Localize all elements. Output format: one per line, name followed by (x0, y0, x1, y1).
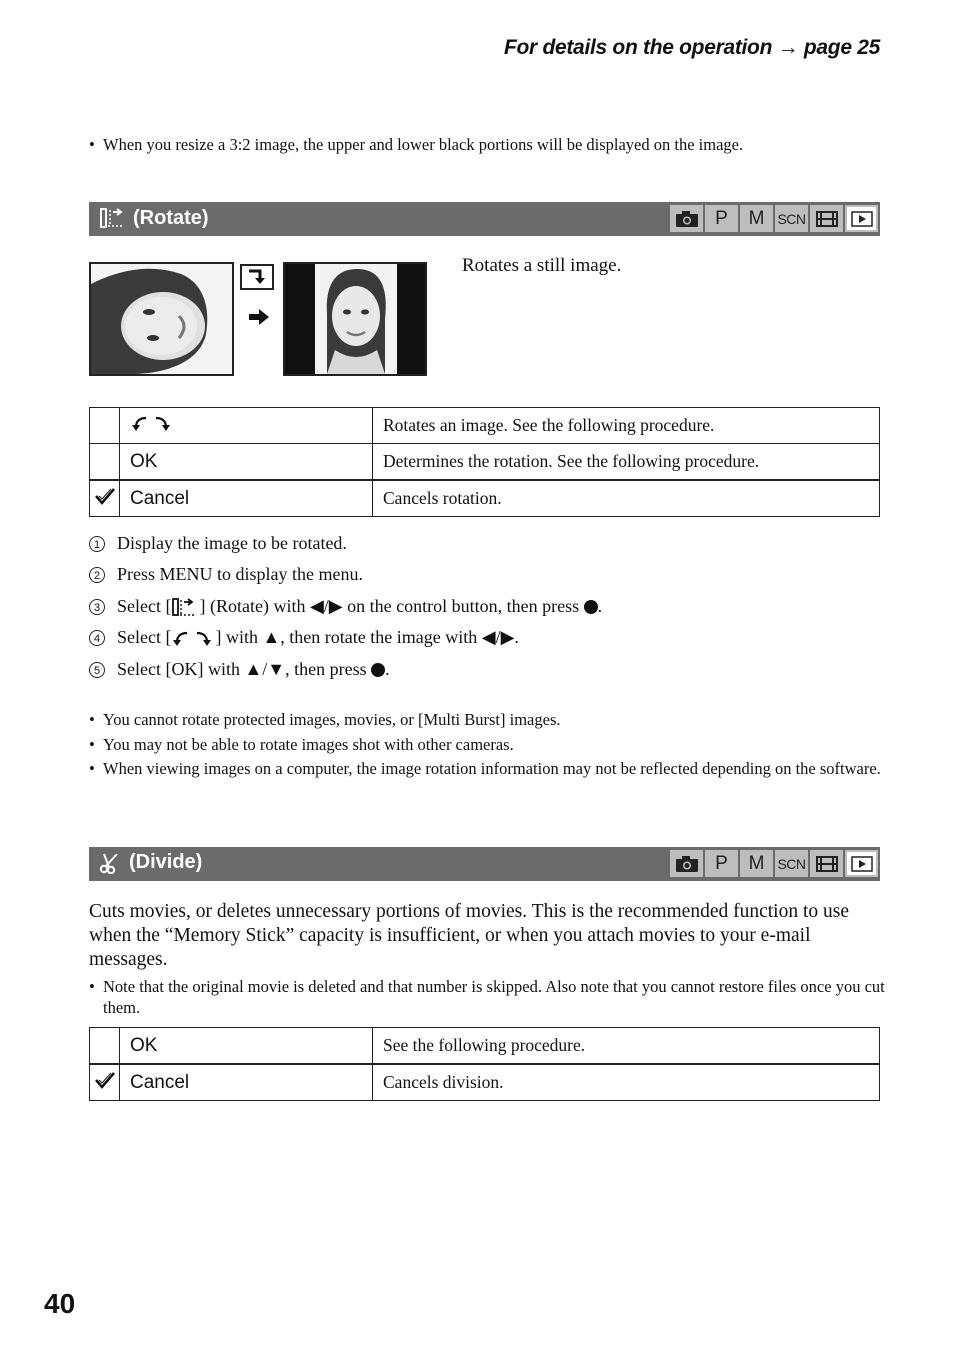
camera-mode-icon (670, 850, 703, 877)
divide-section-bar (89, 847, 880, 881)
rotate-title-text: (Rotate) (133, 206, 209, 229)
table-row[interactable] (90, 1028, 880, 1065)
option-description: See the following procedure. (373, 1028, 880, 1065)
p-mode-icon: P (705, 205, 738, 232)
option-description: Cancels division. (373, 1064, 880, 1101)
option-name: OK (120, 444, 373, 481)
m-mode-icon: M (740, 205, 773, 232)
step-text: Select [OK] with ▲/▼, then press (117, 659, 367, 679)
check-cell (90, 1064, 120, 1101)
option-description: Rotates an image. See the following procedure. (373, 408, 880, 444)
scn-mode-icon: SCN (775, 205, 808, 232)
step-number-icon: 4 (89, 630, 105, 646)
m-mode-icon: M (740, 850, 773, 877)
step-5 (89, 659, 390, 680)
option-name: OK (120, 1028, 373, 1065)
step-text: ] with ▲, then rotate the image with ◀/▶. (215, 627, 519, 647)
playback-mode-icon (845, 850, 878, 877)
scissors-icon (99, 852, 121, 874)
option-name: Cancel (120, 1064, 373, 1101)
rotate-section-title (99, 206, 209, 230)
step-text: . (597, 596, 603, 616)
rotate-menu-icon (99, 206, 125, 230)
arrow-right-icon (248, 308, 270, 331)
page-number: 40 (44, 1288, 76, 1319)
step-3 (89, 596, 602, 617)
default-check-icon (94, 1070, 116, 1090)
camera-mode-icon (670, 205, 703, 232)
sideways-photo (89, 262, 234, 376)
mode-icons-rotate (670, 205, 878, 232)
table-row[interactable] (90, 408, 880, 444)
p-mode-icon: P (705, 850, 738, 877)
table-row[interactable] (90, 1064, 880, 1101)
movie-mode-icon (810, 850, 843, 877)
divide-description: Cuts movies, or deletes unnecessary portions of movies. This is the recommended function to use when the “Memory Stick” capacity is insufficient, or when you attach movies to your e-mail messages. (89, 901, 849, 970)
step-text: Press MENU to display the menu. (117, 564, 363, 584)
divide-title-text: (Divide) (129, 851, 203, 873)
check-cell (90, 480, 120, 517)
option-description: Determines the rotation. See the following procedure. (373, 444, 880, 481)
page-reference: For details on the operation → page 25 (504, 36, 880, 59)
divide-section-title (99, 851, 202, 874)
upright-photo (283, 262, 427, 376)
rotate-section-bar (89, 202, 880, 236)
step-number-icon: 2 (89, 567, 105, 583)
step-text: Select [ (117, 627, 172, 647)
option-name: Cancel (120, 480, 373, 517)
check-cell (90, 444, 120, 481)
step-4 (89, 627, 519, 648)
step-text: ] (Rotate) with ◀/▶ on the control button, then press (199, 596, 580, 616)
step-text: Select [ (117, 596, 172, 616)
option-description: Cancels rotation. (373, 480, 880, 517)
option-name (120, 408, 373, 444)
rotate-menu-icon (172, 597, 198, 617)
playback-mode-icon (845, 205, 878, 232)
step-number-icon: 1 (89, 536, 105, 552)
rotate-arrows-icon (171, 628, 215, 648)
center-button-icon (371, 663, 385, 677)
default-check-icon (94, 486, 116, 506)
rotate-note: • When viewing images on a computer, the image rotation information may not be reflected depending on the software. (89, 758, 893, 779)
scn-mode-icon: SCN (775, 850, 808, 877)
step-text: . (385, 659, 390, 679)
table-row[interactable] (90, 444, 880, 481)
rotate-clockwise-icon (240, 264, 274, 290)
rotate-description: Rotates a still image. (462, 255, 622, 276)
step-number-icon: 3 (89, 599, 105, 615)
movie-mode-icon (810, 205, 843, 232)
step-1 (89, 533, 347, 554)
rotate-options-table (89, 407, 880, 517)
divide-options-table (89, 1027, 880, 1101)
rotate-arrows-icon (130, 413, 174, 433)
table-row[interactable] (90, 480, 880, 517)
step-text: Display the image to be rotated. (117, 533, 347, 553)
rotate-note: • You may not be able to rotate images shot with other cameras. (89, 734, 893, 755)
check-cell (90, 408, 120, 444)
step-2 (89, 564, 363, 585)
rotate-note: • You cannot rotate protected images, movies, or [Multi Burst] images. (89, 709, 893, 730)
divide-note: • Note that the original movie is deleted and that number is skipped. Also note that you cannot restore files once you cut them. (89, 976, 895, 1018)
intro-note: • When you resize a 3:2 image, the upper and lower black portions will be displayed on the image. (89, 134, 903, 155)
check-cell (90, 1028, 120, 1065)
step-number-icon: 5 (89, 662, 105, 678)
center-button-icon (584, 600, 598, 614)
mode-icons-divide (670, 850, 878, 877)
